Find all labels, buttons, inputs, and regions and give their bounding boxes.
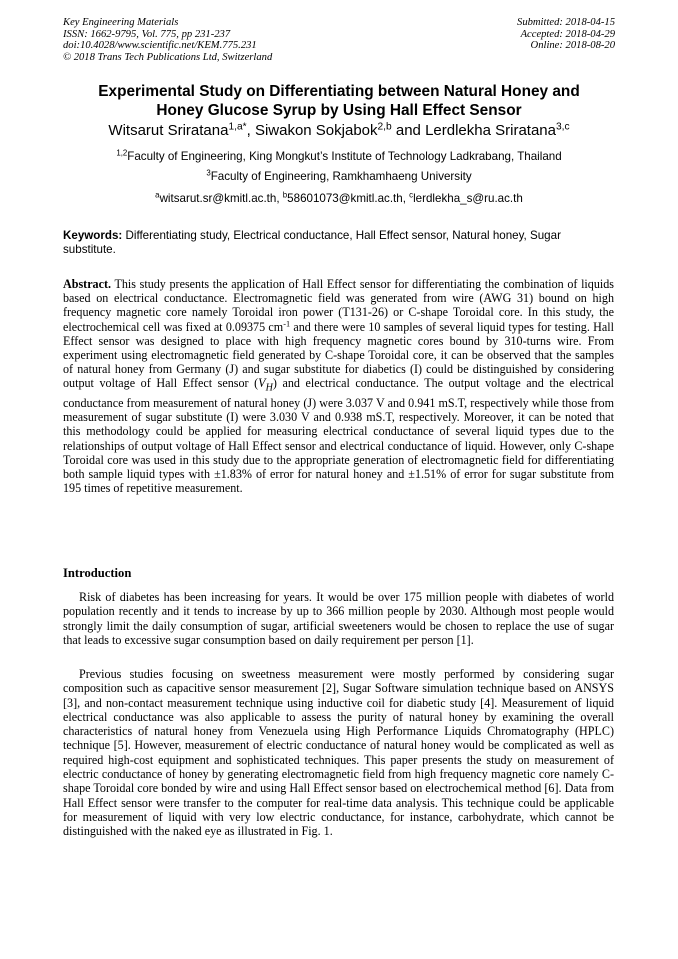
paper-title-line-2: Honey Glucose Syrup by Using Hall Effect Sensor (156, 102, 522, 119)
author-marker: 3,c (555, 121, 570, 133)
author-marker: 2,b (377, 121, 392, 133)
author-emails (40, 192, 638, 206)
submission-dates (517, 17, 615, 52)
abstract-text: This study presents the application of Hall Effect sensor for differentiating the combination of liquids based on electrical conductance. Electromagnetic field was generated from wire (AWG 31) bound on high frequency magnetic core namely Toroidal iron power (T131-26) or C-shape Toroidal core. In this study, the electrochemical cell was fixed at 0.09375 cm (63, 277, 614, 334)
introduction-paragraph-2: Previous studies focusing on sweetness measurement were mostly performed by considering sugar composition such as capacitive sensor measurement [2], Sugar Software simulation technique based on ANSYS [3], and non-contact measurement technique using inductive coil for diabetic study [4]. Measurement of liquid electrical conductance was also applicable to assess the purity of natural honey by examining the overall characteristics of natural honey from Venezuela using High Performance Liquids Chromatography (HPLC) technique [5]. However, measurement of electric conductance of natural honey would be complicated as well as required high-cost equipment and sophisticated techniques. This paper presents the study on measurement of electric conductance of honey by generating electromagnetic field from high frequency magnetic core namely C-shape Toroidal core bonded by wire and using Hall Effect sensor based on electrochemical method [6]. Data from Hall Effect sensor were transfer to the computer for real-time data analysis. This technique could be applicable for measurement of liquid with very low electric conductance, for instance, carbohydrate, which cannot be distinguished with the naked eye as illustrated in Fig. 1. (63, 667, 614, 839)
submitted-date: Submitted: 2018-04-15 (517, 17, 615, 28)
email-marker: a (155, 190, 160, 200)
email-marker: c (409, 190, 414, 200)
journal-name: Key Engineering Materials (63, 17, 179, 28)
affiliation-2 (40, 170, 638, 184)
email-link[interactable]: witsarut.sr@kmitl.ac.th, (159, 192, 283, 205)
hall-voltage-symbol: V (258, 376, 266, 391)
affiliation-1 (40, 150, 638, 164)
keywords-text: Differentiating study, Electrical conductance, Hall Effect sensor, Natural honey, Sugar substitute. (63, 229, 561, 256)
journal-copyright: © 2018 Trans Tech Publications Ltd, Switzerland (63, 51, 273, 63)
introduction-paragraph-1: Risk of diabetes has been increasing for years. It would be over 175 million people with diabetes of world population recently and it tends to increase by up to 366 million people by 2030. Although most people would strongly limit the daily consumption of sugar, artificial sweeteners would be chosen to replace the use of sugar that leads to excessive sugar consumption based on daily requirement per person [1]. (63, 590, 614, 647)
author-name: Lerdlekha Sriratana (425, 122, 556, 139)
keywords-label: Keywords: (63, 229, 123, 242)
email-marker: b (282, 190, 288, 200)
affiliation-text: Faculty of Engineering, King Mongkut’s Institute of Technology Ladkrabang, Thailand (127, 150, 562, 163)
online-date: Online: 2018-08-20 (530, 40, 615, 52)
email-link[interactable]: lerdlekha_s@ru.ac.th (413, 192, 523, 205)
author-marker: 1,a* (228, 121, 247, 133)
affiliation-marker: 1,2 (116, 148, 128, 158)
author-name: Siwakon Sokjabok (254, 122, 378, 139)
journal-doi: doi:10.4028/www.scientific.net/KEM.775.231 (63, 40, 257, 52)
abstract-label: Abstract. (63, 277, 112, 291)
hall-voltage-subscript-text: H (265, 382, 273, 394)
abstract-superscript: -1 (283, 319, 291, 329)
abstract-text: and there were 10 samples of several liquid types for testing. Hall Effect sensor was designed to place with high frequency magnetic cores bound by 310-turns wire. From experiment using electromagnetic field generated by C-shape Toroidal core, it can be observed that the samples of natural honey from Germany (J) and sugar substitute for diabetics (I) could be distinguished by considering output voltage of Hall Effect sensor ( (63, 319, 614, 391)
journal-issn: ISSN: 1662-9795, Vol. 775, pp 231-237 (63, 28, 231, 40)
paper-title-line-1: Experimental Study on Differentiating between Natural Honey and (98, 83, 580, 100)
abstract-text: ) and electrical conductance. The output voltage and the electrical conductance from measurement of natural honey (J) were 3.037 V and 0.941 mS.T, respectively while those from measurement of sugar substitute (I) were 3.030 V and 0.938 mS.T, respectively. Moreover, it can be noted that this methodology could be applied for measuring electrical conductance of several liquid types due to the relationships of output voltage of Hall Effect sensor and electrical conductance of liquid. However, only C-shape Toroidal core was used in this study due to the appropriate generation of electromagnetic field for differentiating both sample liquid types with ±1.83% of error for natural honey and ±1.51% of error for sugar substitute from 195 times of repetitive measurement. (63, 376, 614, 496)
author-list (40, 121, 638, 141)
affiliation-marker: 3 (206, 168, 211, 178)
section-heading-introduction: Introduction (63, 566, 132, 580)
author-name: Witsarut Sriratana (108, 122, 229, 139)
hall-voltage-subscript (266, 383, 273, 394)
abstract (63, 277, 614, 495)
paper-title (40, 82, 638, 120)
author-separator: , (246, 122, 255, 139)
accepted-date: Accepted: 2018-04-29 (520, 28, 615, 40)
affiliation-text: Faculty of Engineering, Ramkhamhaeng University (210, 170, 472, 183)
journal-info (63, 17, 272, 63)
keywords (63, 229, 615, 257)
email-link[interactable]: 58601073@kmitl.ac.th, (287, 192, 410, 205)
author-separator: and (391, 122, 426, 139)
